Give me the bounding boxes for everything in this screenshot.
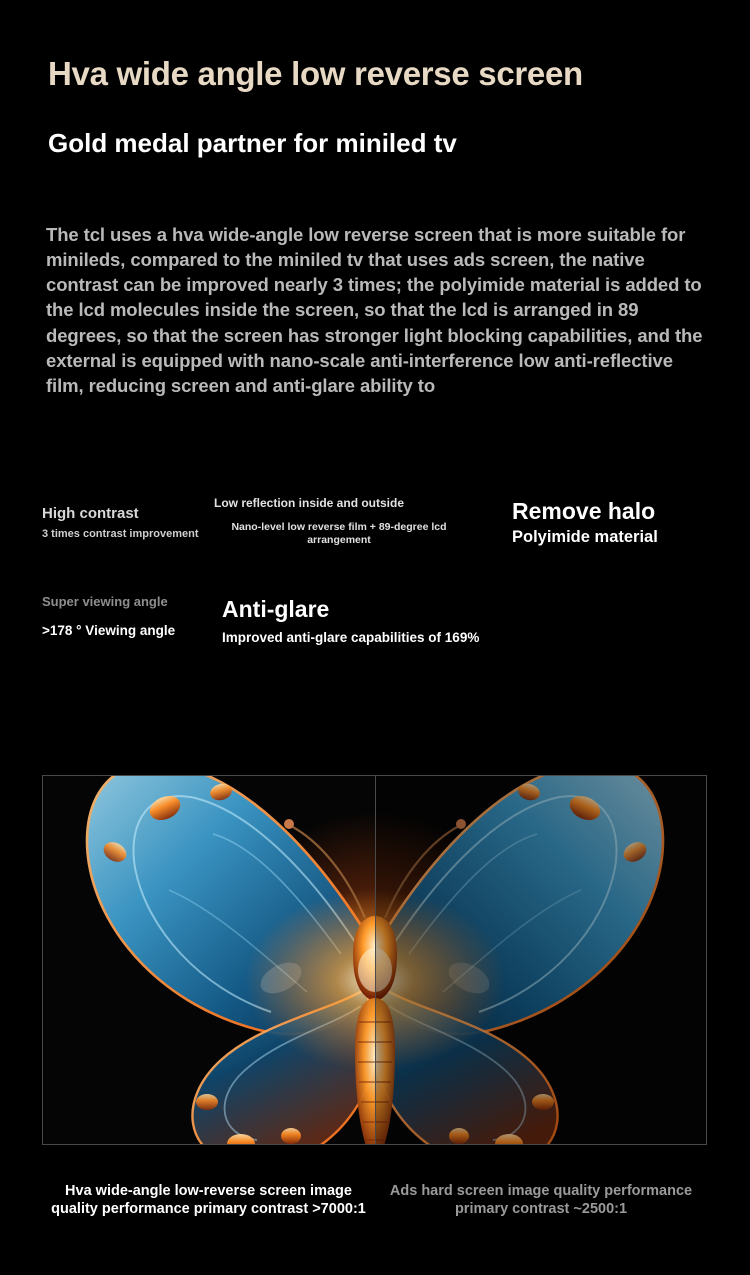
feature-high-contrast [42, 505, 202, 542]
feature-high-contrast-title: High contrast [42, 505, 139, 522]
feature-low-reflection-title: Low reflection inside and outside [214, 496, 405, 510]
feature-viewing-angle [42, 594, 207, 638]
page-subtitle: Gold medal partner for miniled tv [48, 128, 457, 158]
feature-remove-halo-desc: Polyimide material [512, 528, 658, 546]
page-title: Hva wide angle low reverse screen [48, 55, 583, 92]
comparison-divider [375, 776, 376, 1144]
comparison-caption-left: Hva wide-angle low-reverse screen image quality performance primary contrast >7000:1 [51, 1183, 366, 1218]
feature-anti-glare-desc: Improved anti-glare capabilities of 169% [222, 630, 480, 645]
feature-low-reflection-desc: Nano-level low reverse film + 89-degree lcd arrangement [231, 521, 447, 547]
feature-anti-glare [222, 596, 522, 645]
body-paragraph: The tcl uses a hva wide-angle low reverse screen that is more suitable for minileds, compared to the miniled tv that uses ads screen, the native contrast can be improved nearly 3 times; the polyimide material is added to the lcd molecules inside the screen, so that the lcd is arranged in 89 degrees, so that the screen has stronger light blocking capabilities, and the external is equipped with nano-scale anti-interference low anti-reflective film, reducing screen and anti-glare ability to [46, 224, 703, 396]
feature-low-reflection [214, 496, 464, 547]
right-panel-dim-overlay [375, 776, 707, 1144]
feature-viewing-angle-desc: >178 ° Viewing angle [42, 622, 176, 638]
feature-viewing-angle-title: Super viewing angle [42, 594, 168, 609]
feature-remove-halo [512, 498, 732, 547]
feature-remove-halo-title: Remove halo [512, 498, 656, 524]
feature-high-contrast-desc: 3 times contrast improvement [42, 528, 199, 540]
feature-anti-glare-title: Anti-glare [222, 596, 330, 622]
comparison-caption-right: Ads hard screen image quality performance primary contrast ~2500:1 [389, 1183, 693, 1218]
screen-comparison-panel [42, 775, 707, 1145]
